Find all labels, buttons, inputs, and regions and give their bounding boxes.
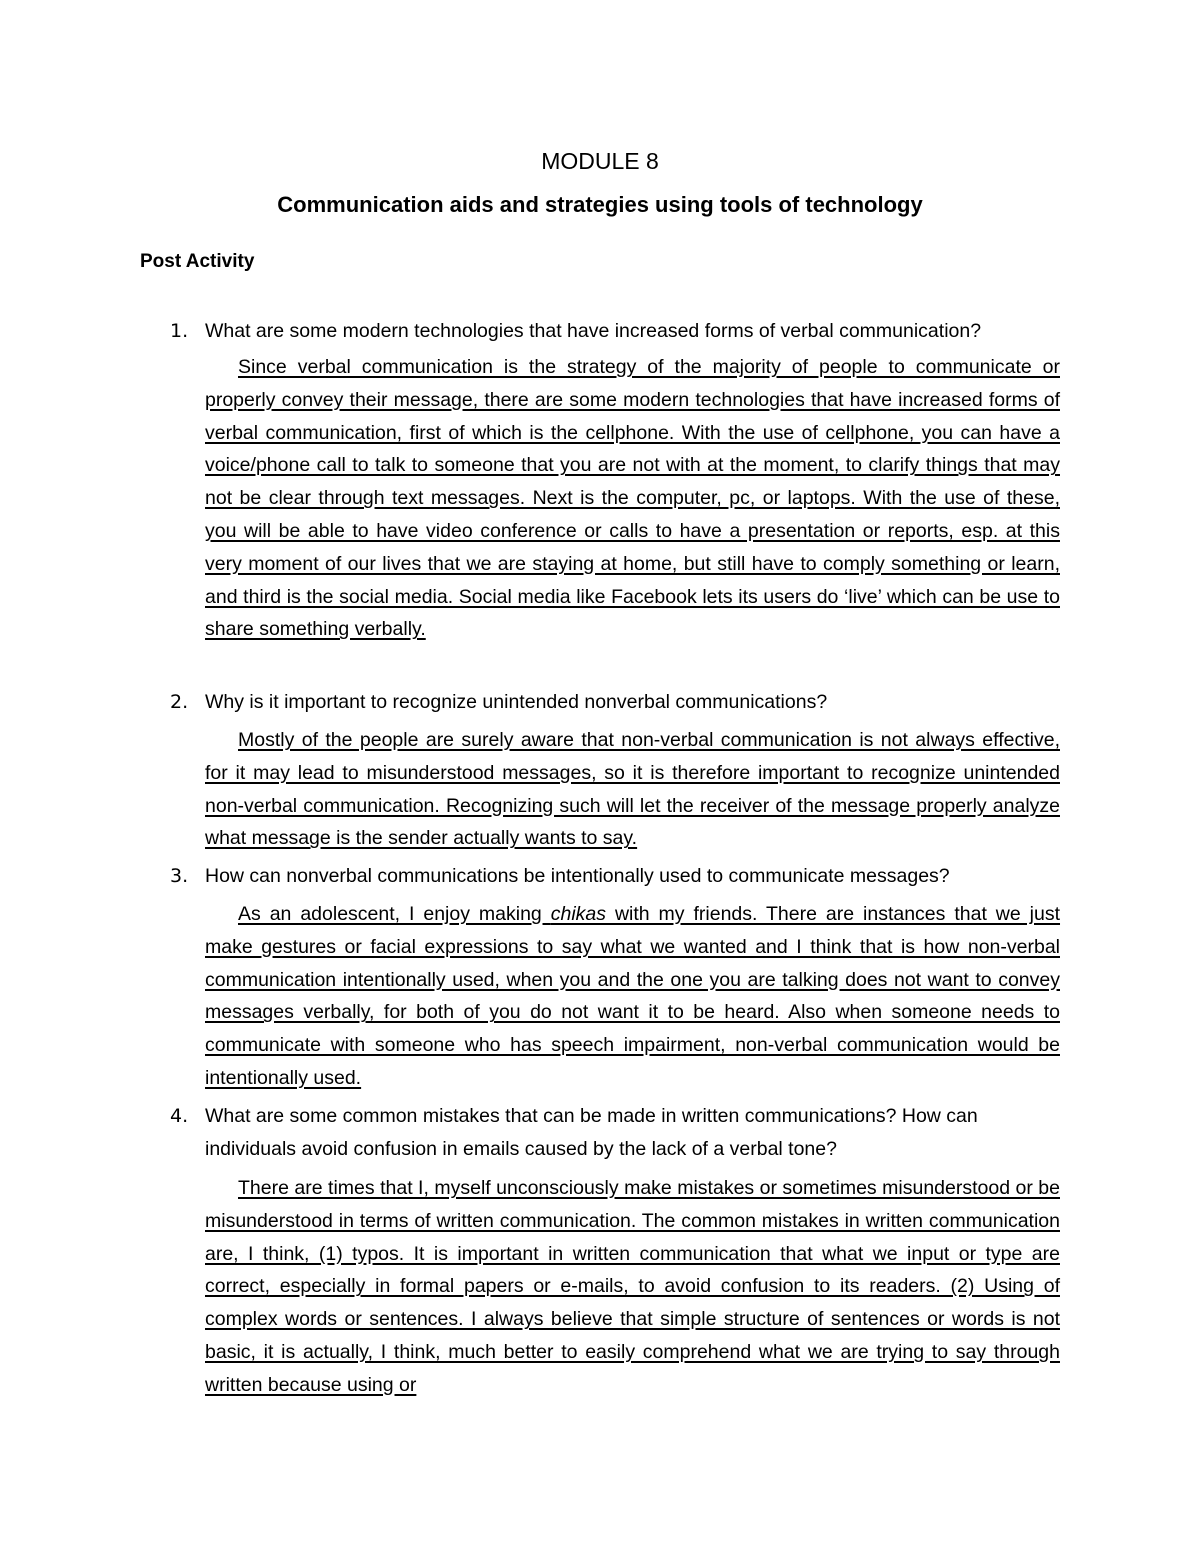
question-text: Why is it important to recognize unintended nonverbal communications? <box>205 691 828 713</box>
question-number: 1. <box>170 320 189 342</box>
module-title: MODULE 8 <box>541 148 659 174</box>
question-4 <box>162 1100 1082 1166</box>
question-number: 3. <box>170 865 189 887</box>
answer-2: Mostly of the people are surely aware that non-verbal communication is not always effective, for it may lead to misunderstood messages, so it is therefore important to recognize unintended non-verbal communication. Recognizing such will let the receiver of the message properly analyze what message is the sender actually wants to say. <box>205 729 1060 850</box>
question-text: What are some common mistakes that can be made in written communications? How can individuals avoid confusion in emails caused by the lack of a verbal tone? <box>205 1105 978 1160</box>
question-2 <box>162 686 1082 719</box>
question-text: How can nonverbal communications be intentionally used to communicate messages? <box>205 865 950 887</box>
answer-text: As an adolescent, I enjoy making <box>238 903 551 925</box>
question-3 <box>162 860 1082 893</box>
answer-text: with my friends. There are instances that we just make gestures or facial expressions to say what we wanted and I think that is how non-verbal communication intentionally used, when you and the one you are talking does not want to convey messages verbally, for both of you do not want it to be heard. Also when someone needs to communicate with someone who has speech impairment, non-verbal communication would be intentionally used. <box>205 903 1061 1089</box>
section-heading: Post Activity <box>140 251 255 272</box>
document-subtitle: Communication aids and strategies using tools of technology <box>277 192 923 217</box>
answer-1: Since verbal communication is the strategy of the majority of people to communicate or properly convey their message, there are some modern technologies that have increased forms of verbal communication, first of which is the cellphone. With the use of cellphone, you can have a voice/phone call to talk to someone that you are not with at the moment, to clarify things that may not be clear through text messages. Next is the computer, pc, or laptops. With the use of these, you will be able to have video conference or calls to have a presentation or reports, esp. at this very moment of our lives that we are staying at home, but still have to comply something or learn, and third is the social media. Social media like Facebook lets its users do ‘live’ which can be use to share something verbally. <box>205 356 1060 641</box>
answer-italic-term: chikas <box>550 903 606 925</box>
answer-3 <box>205 898 1060 1095</box>
question-text: What are some modern technologies that have increased forms of verbal communication? <box>205 320 982 342</box>
question-number: 4. <box>170 1105 189 1127</box>
question-number: 2. <box>170 691 189 713</box>
question-1 <box>162 315 1082 348</box>
answer-4: There are times that I, myself unconsciously make mistakes or sometimes misunderstood or be misunderstood in terms of written communication. The common mistakes in written communication are, I think, (1) typos. It is important in written communication that what we input or type are correct, especially in formal papers or e-mails, to avoid confusion to its readers. (2) Using of complex words or sentences. I always believe that simple structure of sentences or words is not basic, it is actually, I think, much better to easily comprehend what we are trying to say through written because using or <box>205 1177 1060 1396</box>
